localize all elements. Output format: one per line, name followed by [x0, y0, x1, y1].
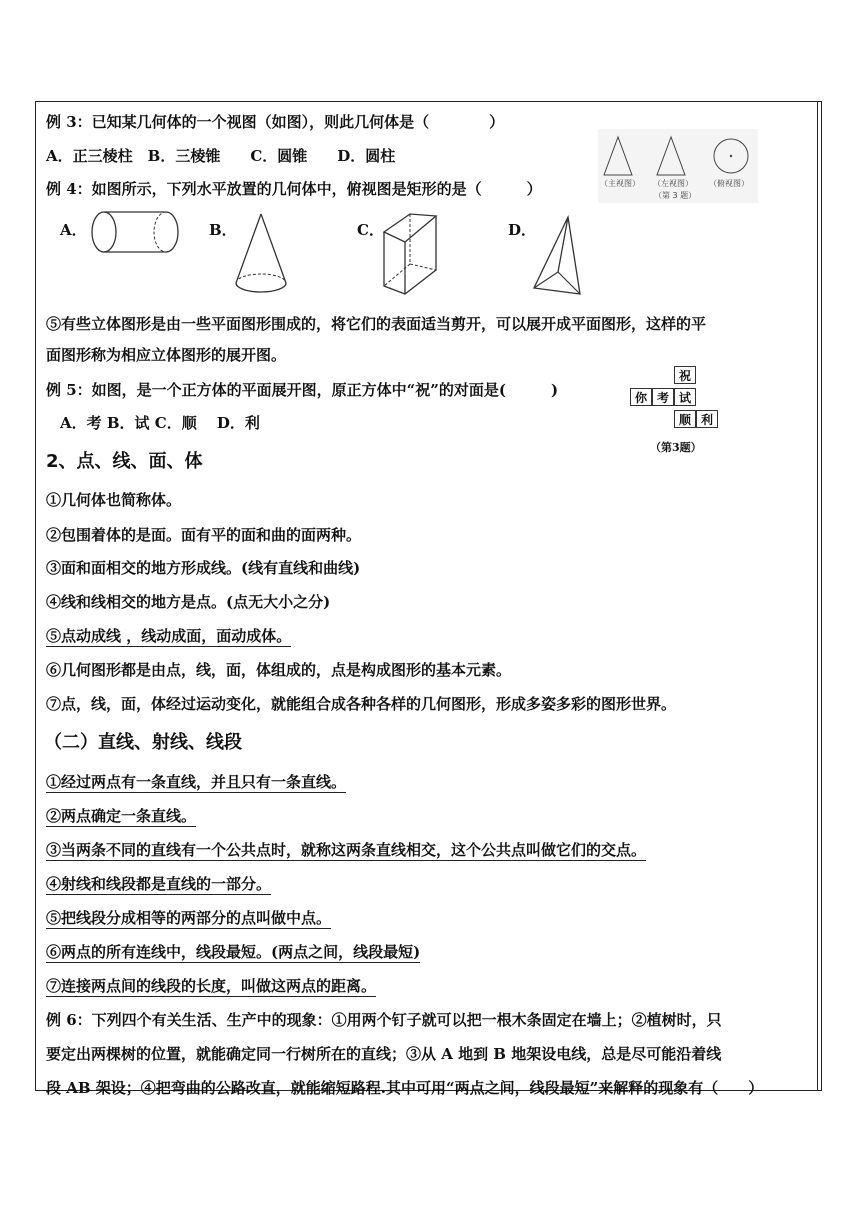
section2-item-2: ②包围着体的是面。面有平的面和曲的面两种。: [46, 526, 362, 544]
net-cell-kao: 考: [652, 388, 674, 406]
lines-item-5-text: ⑤把线段分成相等的两部分的点叫做中点。: [46, 909, 332, 927]
frame-inner-rule: [817, 102, 818, 1090]
net-cell-shi: 试: [674, 388, 696, 406]
lines-item-1-text: ①经过两点有一条直线，并且只有一条直线。: [46, 773, 347, 791]
lines-item-7-text: ⑦连接两点间的线段的长度，叫做这两点的距离。: [46, 977, 377, 995]
triangular-prism-icon: [380, 212, 442, 298]
side-view-triangle: [657, 137, 685, 175]
lines-item-6: [46, 942, 420, 962]
ex6-line1: 例 6：下列四个有关生活、生产中的现象：①用两个钉子就可以把一根木条固定在墙上；②植树时，只: [46, 1011, 722, 1029]
net-cell-ni: 你: [630, 388, 652, 406]
lines-item-2: [46, 806, 196, 826]
ex3-question: 例 3：已知某几何体的一个视图（如图），则此几何体是（ ）: [46, 113, 505, 131]
lines-item-5: [46, 908, 331, 928]
figure-caption: （第 3 题）: [654, 191, 697, 200]
ex4-question: 例 4：如图所示，下列水平放置的几何体中，俯视图是矩形的是（ ）: [46, 180, 542, 198]
section2-item-1: ①几何体也简称体。: [46, 491, 182, 509]
ex4-option-d-label: D．: [508, 221, 537, 239]
net-cell-zhu: 祝: [674, 366, 696, 384]
label-front-view: （主视图）: [600, 179, 640, 188]
top-view-center: [730, 155, 732, 157]
ex4-option-c-label: C．: [357, 221, 384, 239]
lines-item-3: [46, 840, 646, 860]
lines-item-4-text: ④射线和线段都是直线的一部分。: [46, 875, 272, 893]
section2-item-7: ⑦点，线，面，体经过运动变化，就能组合成各种各样的几何图形，形成多姿多彩的图形世界。: [46, 695, 677, 713]
section-lines-title: （二）直线、射线、线段: [44, 732, 242, 753]
label-side-view: （左视图）: [653, 179, 693, 188]
net-caption: （第3题）: [650, 441, 702, 454]
section2-item-3: ③面和面相交的地方形成线。(线有直线和曲线): [46, 559, 361, 577]
triangular-pyramid-icon: [530, 214, 586, 298]
ex4-option-a-label: A．: [60, 221, 87, 239]
lines-item-1: [46, 772, 346, 792]
section2-item-5-text: ⑤点动成线 ，线动成面，面动成体。: [46, 627, 292, 645]
unfold-note-line2: 面图形称为相应立体图形的展开图。: [46, 346, 287, 364]
section2-item-6: ⑥几何图形都是由点，线，面，体组成的，点是构成图形的基本元素。: [46, 661, 512, 679]
section2-item-4: ④线和线相交的地方是点。(点无大小之分): [46, 593, 331, 611]
front-view-triangle: [604, 137, 632, 175]
lines-item-7: [46, 976, 376, 996]
lines-item-6-text: ⑥两点的所有连线中，线段最短。(两点之间，线段最短): [46, 943, 421, 961]
cylinder-icon: [88, 206, 184, 258]
ex6-line3: 段 AB 架设；④把弯曲的公路改直，就能缩短路程.其中可用“两点之间，线段最短”来解释的现象有（ ）: [46, 1079, 764, 1097]
section2-item-5: [46, 626, 291, 646]
net-cell-shun: 顺: [674, 410, 696, 428]
lines-item-4: [46, 874, 271, 894]
label-top-view: （俯视图）: [709, 179, 749, 188]
net-cell-li: 利: [696, 410, 718, 428]
section2-title: 2、点、线、面、体: [46, 451, 203, 472]
lines-item-3-text: ③当两条不同的直线有一个公共点时，就称这两条直线相交，这个公共点叫做它们的交点。: [46, 841, 647, 859]
ex3-options: A．正三棱柱 B．三棱锥 C．圆锥 D．圆柱: [46, 147, 396, 165]
ex6-line2: 要定出两棵树的位置，就能确定同一行树所在的直线；③从 A 地到 B 地架设电线，总是尽可能沿着线: [46, 1045, 722, 1063]
ex5-options: A．考 B．试 C．顺 D．利: [60, 414, 260, 432]
cone-icon: [232, 210, 290, 296]
unfold-note-line1: ⑤有些立体图形是由一些平面图形围成的，将它们的表面适当剪开，可以展开成平面图形，这样的平: [46, 315, 707, 333]
ex4-option-b-label: B．: [209, 221, 237, 239]
ex3-figure: [598, 129, 758, 203]
ex5-question: 例 5：如图，是一个正方体的平面展开图，原正方体中“祝”的对面是( ): [46, 381, 559, 399]
lines-item-2-text: ②两点确定一条直线。: [46, 807, 197, 825]
